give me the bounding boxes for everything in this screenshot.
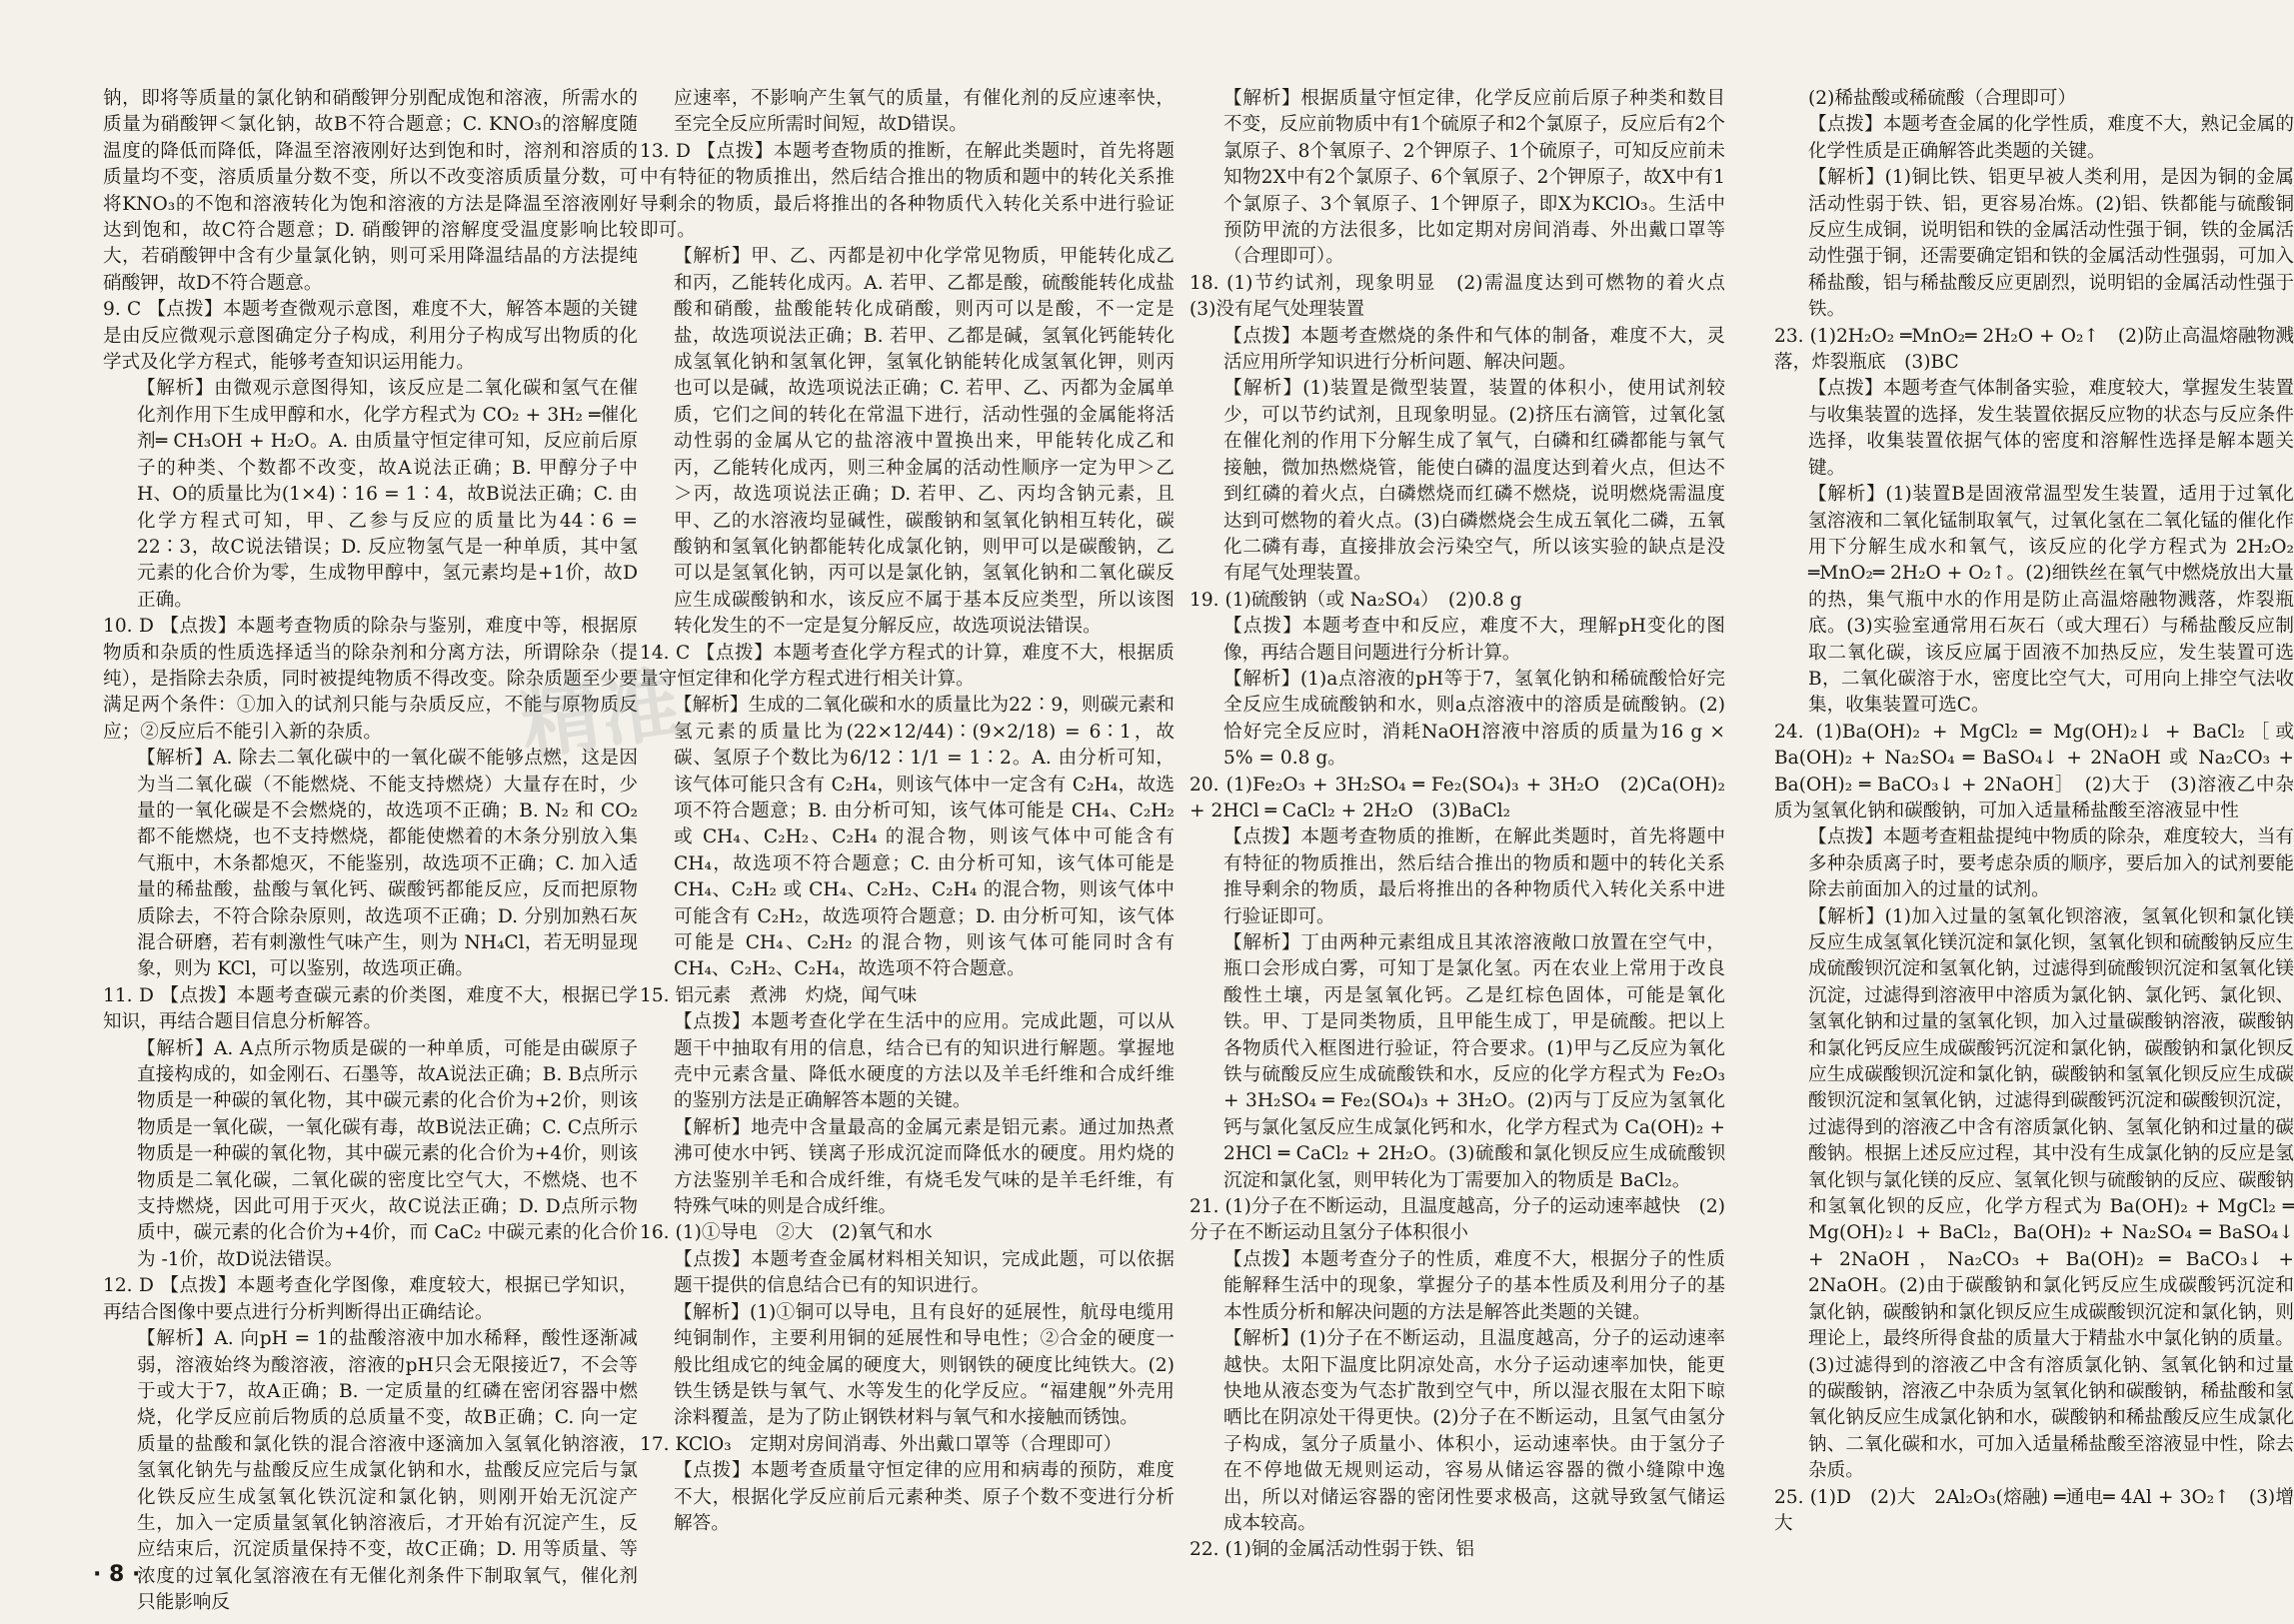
paragraph: 【解析】甲、乙、丙都是初中化学常见物质，甲能转化成乙和丙，乙能转化成丙。A. 若甲、乙都是酸，硫酸能转化成盐酸和硝酸，盐酸能转化成硝酸，则丙可以是酸，不一定是盐，故选项说法正确；B. 若甲、乙都是碱，氢氧化钙能转化成氢氧化钠和氢氧化钾，氢氧化钠能转化成氢氧化钾，则丙也可以是碱，故选项说法正确；C. 若甲、乙、丙都为金属单质，它们之间的转化在常温下进行，活动性强的金属能将活动性弱的金属从它的盐溶液中置换出来，甲能转化成乙和丙，乙能转化成丙，则三种金属的活动性顺序一定为甲＞乙＞丙，故选项说法正确；D. 若甲、乙、丙均含钠元素，且甲、乙的水溶液均显碱性，碳酸钠和氢氧化钠相互转化，碳酸钠和氢氧化钠都能转化成氯化钠，则甲可以是碳酸钠，乙可以是氢氧化钠，丙可以是氯化钠，氢氧化钠和二氧化碳反应生成碳酸钠和水，该反应不属于基本反应类型，所以该图转化发生的不一定是复分解反应，故选项说法错误。: [674, 246, 1174, 638]
paragraph: 【解析】生成的二氧化碳和水的质量比为22∶9，则碳元素和氢元素的质量比为(22×12/44)∶(9×2/18) = 6∶1，故碳、氢原子个数比为6/12∶1/1 = 1∶2。A. 由分析可知，该气体可能只含有 C₂H₄，则该气体中一定含有 C₂H₄，故选项不符合题意；B. 由分析可知，该气体可能是 CH₄、C₂H₂ 或 CH₄、C₂H₂、C₂H₄ 的混合物，则该气体中可能含有 CH₄，故选项不符合题意；C. 由分析可知，该气体可能是 CH₄、C₂H₂ 或 CH₄、C₂H₂、C₂H₄ 的混合物，则该气体中可能含有 C₂H₂，故选项符合题意；D. 由分析可知，该气体可能是 CH₄、C₂H₂ 的混合物，则该气体可能同时含有 CH₄、C₂H₂、C₂H₄，故选项不符合题意。: [674, 695, 1174, 980]
paragraph: 18. (1)节约试剂，现象明显 (2)需温度达到可燃物的着火点 (3)没有尾气处理装置: [1189, 272, 1744, 321]
paragraph: 17. KClO₃ 定期对房间消毒、外出戴口罩等（合理即可）: [640, 1433, 1123, 1455]
paragraph: 22. (1)铜的金属活动性弱于铁、铝: [1189, 1539, 1474, 1561]
paragraph: 【解析】(1)a点溶液的pH等于7，氢氧化钠和稀硫酸恰好完全反应生成硫酸钠和水，则a点溶液中的溶质是硫酸钠。(2)恰好完全反应时，消耗NaOH溶液中溶质的质量为16 g × 5% = 0.8 g。: [1223, 668, 1725, 770]
paragraph: 应速率，不影响产生氧气的质量，有催化剂的反应速率快，至完全反应所需时间短，故D错误。: [674, 88, 1174, 136]
paragraph: 19. (1)硫酸钠（或 Na₂SO₄） (2)0.8 g: [1189, 589, 1522, 611]
paragraph: 12. D 【点拨】本题考查化学图像，难度较大，根据已学知识，再结合图像中要点进行分析判断得出正确结论。: [103, 1275, 638, 1323]
paragraph: 【解析】A. A点所示物质是碳的一种单质，可能是由碳原子直接构成的，如金刚石、石墨等，故A说法正确；B. B点所示物质是一种碳的氧化物，其中碳元素的化合价为+2价，则该物质是一氧化碳，一氧化碳有毒，故B说法正确；C. C点所示物质是一种碳的氧化物，其中碳元素的化合价为+4价，则该物质是二氧化碳，二氧化碳的密度比空气大，不燃烧、也不支持燃烧，因此可用于灭火，故C说法正确；D. D点所示物质中，碳元素的化合价为+4价，而 CaC₂ 中碳元素的化合价为 -1价，故D说法错误。: [137, 1037, 638, 1270]
paragraph: 13. D 【点拨】本题考查物质的推断，在解此类题时，首先将题中有特征的物质推出，然后结合推出的物质和题中的转化关系推导剩余的物质，最后将推出的各种物质代入转化关系中进行验证即可。: [640, 140, 1174, 242]
paragraph: 25. (1)D (2)大 2Al₂O₃(熔融) ═通电═ 4Al + 3O₂↑ (3)增大: [1774, 1486, 2294, 1534]
column-4: [1774, 86, 2294, 1580]
paragraph: 【解析】丁由两种元素组成且其浓溶液敞口放置在空气中，瓶口会形成白雾，可知丁是氯化氢。丙在农业上常用于改良酸性土壤，丙是氢氧化钙。乙是红棕色固体，可能是氧化铁。甲、丁是同类物质，且甲能生成丁，甲是硫酸。把以上各物质代入框图进行验证，符合要求。(1)甲与乙反应为氧化铁与硫酸反应生成硫酸铁和水，反应的化学方程式为 Fe₂O₃ + 3H₂SO₄ ═ Fe₂(SO₄)₃ + 3H₂O。(2)丙与丁反应为氢氧化钙与氯化氢反应生成氯化钙和水，化学方程式为 Ca(OH)₂ + 2HCl ═ CaCl₂ + 2H₂O。(3)硫酸和氯化钡反应生成硫酸钡沉淀和氯化氢，则甲转化为丁需要加入的物质是 BaCl₂。: [1223, 932, 1725, 1191]
paragraph: 20. (1)Fe₂O₃ + 3H₂SO₄ ═ Fe₂(SO₄)₃ + 3H₂O (2)Ca(OH)₂ + 2HCl ═ CaCl₂ + 2H₂O (3)BaCl₂: [1189, 774, 1725, 821]
paragraph: 【解析】(1)分子在不断运动，且温度越高，分子的运动速率越快。太阳下温度比阴凉处高，水分子运动速率加快，能更快地从液态变为气态扩散到空气中，所以湿衣服在太阳下晾晒比在阴凉处干得更快。(2)分子在不断运动，且氢气由氢分子构成，氢分子质量小、体积小，运动速率快。由于氢分子在不停地做无规则运动，容易从储运容器的微小缝隙中逸出，所以对储运容器的密闭性要求极高，这就导致氢气储运成本较高。: [1223, 1328, 1725, 1534]
paragraph: 24. (1)Ba(OH)₂ + MgCl₂ ═ Mg(OH)₂↓ + BaCl₂［或 Ba(OH)₂ + Na₂SO₄ ═ BaSO₄↓ + 2NaOH 或 Na₂CO₃ + Ba(OH)₂ ═ BaCO₃↓ + 2NaOH］ (2)大于 (3)溶液乙中杂质为氢氧化钠和碳酸钠，可加入适量稀盐酸至溶液显中性: [1774, 721, 2294, 821]
paragraph: 【解析】(1)铜比铁、铝更早被人类利用，是因为铜的金属活动性弱于铁、铝，更容易冶炼。(2)铝、铁都能与硫酸铜反应生成铜，说明铝和铁的金属活动性强于铜，铁的金属活动性强于铜，还需要确定铝和铁的金属活动性强弱，可加入稀盐酸，铝与稀盐酸反应更剧烈，说明铝的金属活动性强于铁。: [1808, 167, 2294, 321]
paragraph: (2)稀盐酸或稀硫酸（合理即可）: [1808, 88, 2077, 109]
column-1: [103, 86, 638, 1614]
page-number: · 8 ·: [93, 1562, 141, 1587]
paragraph: 【点拨】本题考查分子的性质，难度不大，根据分子的性质能解释生活中的现象，掌握分子的基本性质及利用分子的基本性质分析和解决问题的方法是解答此类题的关键。: [1223, 1248, 1725, 1323]
paragraph: 15. 铝元素 煮沸 灼烧，闻气味: [640, 984, 918, 1006]
paragraph: 【点拨】本题考查质量守恒定律的应用和病毒的预防，难度不大，根据化学反应前后元素种类、原子个数不变进行分析解答。: [674, 1460, 1174, 1534]
paragraph: 【点拨】本题考查物质的推断，在解此类题时，首先将题中有特征的物质推出，然后结合推出的物质和题中的转化关系推导剩余的物质，最后将推出的各种物质代入转化关系中进行验证即可。: [1223, 826, 1725, 927]
paragraph: 【点拨】本题考查中和反应，难度不大，理解pH变化的图像，再结合题目问题进行分析计算。: [1223, 616, 1725, 664]
paragraph: 【解析】根据质量守恒定律，化学反应前后原子种类和数目不变，反应前物质中有1个硫原子和2个氯原子，反应后有2个氯原子、8个氧原子、2个钾原子、1个硫原子，可知反应前未知物2X中有2个氯原子、6个氧原子、2个钾原子，故X中有1个氯原子、3个氧原子、1个钾原子，即X为KClO₃。生活中预防甲流的方法很多，比如定期对房间消毒、外出戴口罩等（合理即可）。: [1223, 88, 1725, 268]
paragraph: 11. D 【点拨】本题考查碳元素的价类图，难度不大，根据已学知识，再结合题目信息分析解答。: [103, 984, 638, 1033]
paragraph: 21. (1)分子在不断运动，且温度越高，分子的运动速率越快 (2)分子在不断运动且氢分子体积很小: [1189, 1196, 1725, 1244]
column-3: [1189, 86, 1744, 1580]
paragraph: 【解析】(1)①铜可以导电，且有良好的延展性，航母电缆用纯铜制作，主要利用铜的延展性和导电性；②合金的硬度一般比组成它的纯金属的硬度大，则钢铁的硬度比纯铁大。(2)铁生锈是铁与氧气、水等发生的化学反应。“福建舰”外壳用涂料覆盖，是为了防止钢铁材料与氧气和水接触而锈蚀。: [674, 1301, 1174, 1429]
paragraph: 【解析】A. 除去二氧化碳中的一氧化碳不能够点燃，这是因为当二氧化碳（不能燃烧、不能支持燃烧）大量存在时，少量的一氧化碳是不会燃烧的，故选项不正确；B. N₂ 和 CO₂ 都不能燃烧，也不支持燃烧，都能使燃着的木条分别放入集气瓶中，木条都熄灭，不能鉴别，故选项不正确；C. 加入适量的稀盐酸，盐酸与氧化钙、碳酸钙都能反应，反而把原物质除去，不符合除杂原则，故选项不正确；D. 分别加熟石灰混合研磨，若有刺激性气味产生，则为 NH₄Cl，若无明显现象，则为 KCl，可以鉴别，故选项正确。: [137, 748, 638, 980]
paragraph: 【点拨】本题考查粗盐提纯中物质的除杂，难度较大，当有多种杂质离子时，要考虑杂质的顺序，要后加入的试剂要能除去前面加入的过量的试剂。: [1808, 826, 2294, 901]
paragraph: 【点拨】本题考查气体制备实验，难度较大，掌握发生装置与收集装置的选择，发生装置依据反应物的状态与反应条件选择，收集装置依据气体的密度和溶解性选择是解本题关键。: [1808, 378, 2294, 479]
paragraph: 【点拨】本题考查金属材料相关知识，完成此题，可以依据题干提供的信息结合已有的知识进行。: [674, 1248, 1174, 1297]
paragraph: 【解析】地壳中含量最高的金属元素是铝元素。通过加热煮沸可使水中钙、镁离子形成沉淀而降低水的硬度。用灼烧的方法鉴别羊毛和合成纤维，有烧毛发气味的是羊毛纤维，有特殊气味的则是合成纤维。: [674, 1116, 1174, 1218]
column-2: [640, 86, 1174, 1580]
paragraph: 【点拨】本题考查燃烧的条件和气体的制备，难度不大，灵活应用所学知识进行分析问题、解决问题。: [1223, 325, 1725, 374]
paragraph: 钠，即将等质量的氯化钠和硝酸钾分别配成饱和溶液，所需水的质量为硝酸钾＜氯化钠，故B不符合题意；C. KNO₃的溶解度随温度的降低而降低，降温至溶液刚好达到饱和时，溶剂和溶质的质量均不变，溶质质量分数不变，所以不改变溶质质量分数，可将KNO₃的不饱和溶液转化为饱和溶液的方法是降温至溶液刚好达到饱和，故C符合题意；D. 硝酸钾的溶解度受温度影响比较大，若硝酸钾中含有少量氯化钠，则可采用降温结晶的方法提纯硝酸钾，故D不符合题意。: [103, 88, 638, 294]
paragraph: 9. C 【点拨】本题考查微观示意图，难度不大，解答本题的关键是由反应微观示意图确定分子构成，利用分子构成写出物质的化学式及化学方程式，能够考查知识运用能力。: [103, 299, 638, 374]
paragraph: 【解析】A. 向pH = 1的盐酸溶液中加水稀释，酸性逐渐减弱，溶液始终为酸溶液，溶液的pH只会无限接近7，不会等于或大于7，故A正确；B. 一定质量的红磷在密闭容器中燃烧，化学反应前后物质的总质量不变，故B正确；C. 向一定质量的盐酸和氯化铁的混合溶液中逐滴加入氢氧化钠溶液，氢氧化钠先与盐酸反应生成氯化钠和水，盐酸反应完后与氯化铁反应生成氢氧化铁沉淀和氯化钠，则刚开始无沉淀产生，加入一定质量氢氧化钠溶液后，才开始有沉淀产生，反应结束后，沉淀质量保持不变，故C正确；D. 用等质量、等浓度的过氧化氢溶液在有无催化剂条件下制取氧气，催化剂只能影响反: [137, 1328, 638, 1614]
paragraph: 23. (1)2H₂O₂ ═MnO₂═ 2H₂O + O₂↑ (2)防止高温熔融物溅落，炸裂瓶底 (3)BC: [1774, 325, 2294, 374]
paragraph: 【解析】(1)加入过量的氢氧化钡溶液，氢氧化钡和氯化镁反应生成氢氧化镁沉淀和氯化钡，氢氧化钡和硫酸钠反应生成硫酸钡沉淀和氢氧化钠，过滤得到硫酸钡沉淀和氢氧化镁沉淀，过滤得到溶液甲中溶质为氯化钠、氯化钙、氯化钡、氢氧化钠和过量的氢氧化钡，加入过量碳酸钠溶液，碳酸钠和氯化钙反应生成碳酸钙沉淀和氯化钠，碳酸钠和氯化钡反应生成碳酸钡沉淀和氯化钠，碳酸钠和氢氧化钡反应生成碳酸钡沉淀和氢氧化钠，过滤得到碳酸钙沉淀和碳酸钡沉淀，过滤得到的溶液乙中含有溶质氯化钠、氢氧化钠和过量的碳酸钠。根据上述反应过程，其中没有生成氯化钠的反应是氢氧化钡与氯化镁的反应、氢氧化钡与硫酸钠的反应、碳酸钠和氢氧化钡的反应，化学方程式为 Ba(OH)₂ + MgCl₂ ═ Mg(OH)₂↓ + BaCl₂，Ba(OH)₂ + Na₂SO₄ ═ BaSO₄↓ + 2NaOH，Na₂CO₃ + Ba(OH)₂ ═ BaCO₃↓ + 2NaOH。(2)由于碳酸钠和氯化钙反应生成碳酸钙沉淀和氯化钠，碳酸钠和氯化钡反应生成碳酸钡沉淀和氯化钠，则理论上，最终所得食盐的质量大于精盐水中氯化钠的质量。(3)过滤得到的溶液乙中含有溶质氯化钠、氢氧化钠和过量的碳酸钠，溶液乙中杂质为氢氧化钠和碳酸钠，稀盐酸和氢氧化钠反应生成氯化钠和水，碳酸钠和稀盐酸反应生成氯化钠、二氧化碳和水，可加入适量稀盐酸至溶液显中性，除去杂质。: [1808, 905, 2294, 1482]
paragraph: 【解析】由微观示意图得知，该反应是二氧化碳和氢气在催化剂作用下生成甲醇和水，化学方程式为 CO₂ + 3H₂ ═催化剂═ CH₃OH + H₂O。A. 由质量守恒定律可知，反应前后原子的种类、个数都不改变，故A说法正确；B. 甲醇分子中H、O的质量比为(1×4)∶16 = 1∶4，故B说法正确；C. 由化学方程式可知，甲、乙参与反应的质量比为44∶6 = 22∶3，故C说法错误；D. 反应物氢气是一种单质，其中氢元素的化合价为零，生成物甲醇中，氢元素均是+1价，故D正确。: [137, 378, 638, 611]
paragraph: 【解析】(1)装置是微型装置，装置的体积小，使用试剂较少，可以节约试剂，且现象明显。(2)挤压右滴管，过氧化氢在催化剂的作用下分解生成了氧气，白磷和红磷都能与氧气接触，微加热燃烧管，能使白磷的温度达到着火点，但达不到红磷的着火点，白磷燃烧而红磷不燃烧，说明燃烧需温度达到可燃物的着火点。(3)白磷燃烧会生成五氧化二磷，五氧化二磷有毒，直接排放会污染空气，所以该实验的缺点是没有尾气处理装置。: [1223, 378, 1725, 585]
paragraph: 【点拨】本题考查金属的化学性质，难度不大，熟记金属的化学性质是正确解答此类题的关键。: [1808, 114, 2294, 162]
paragraph: 【解析】(1)装置B是固液常温型发生装置，适用于过氧化氢溶液和二氧化锰制取氧气，过氧化氢在二氧化锰的催化作用下分解生成水和氧气，该反应的化学方程式为 2H₂O₂ ═MnO₂═ 2H₂O + O₂↑。(2)细铁丝在氧气中燃烧放出大量的热，集气瓶中水的作用是防止高温熔融物溅落，炸裂瓶底。(3)实验室通常用石灰石（或大理石）与稀盐酸反应制取二氧化碳，该反应属于固液不加热反应，发生装置可选B，二氧化碳溶于水，密度比空气大，可用向上排空气法收集，收集装置可选C。: [1808, 484, 2294, 717]
paragraph: 10. D 【点拨】本题考查物质的除杂与鉴别，难度中等，根据原物质和杂质的性质选择适当的除杂剂和分离方法，所谓除杂（提纯），是指除去杂质，同时被提纯物质不得改变。除杂质题至少要满足两个条件：①加入的试剂只能与杂质反应，不能与原物质反应；②反应后不能引入新的杂质。: [103, 616, 638, 743]
paragraph: 【点拨】本题考查化学在生活中的应用。完成此题，可以从题干中抽取有用的信息，结合已有的知识进行解题。掌握地壳中元素含量、降低水硬度的方法以及羊毛纤维和合成纤维的鉴别方法是正确解答本题的关键。: [674, 1011, 1174, 1112]
watermark-stamp: 精准: [515, 657, 687, 772]
paragraph: 14. C 【点拨】本题考查化学方程式的计算，难度不大，根据质量守恒定律和化学方程式进行相关计算。: [640, 642, 1174, 690]
paragraph: 16. (1)①导电 ②大 (2)氧气和水: [640, 1222, 933, 1244]
